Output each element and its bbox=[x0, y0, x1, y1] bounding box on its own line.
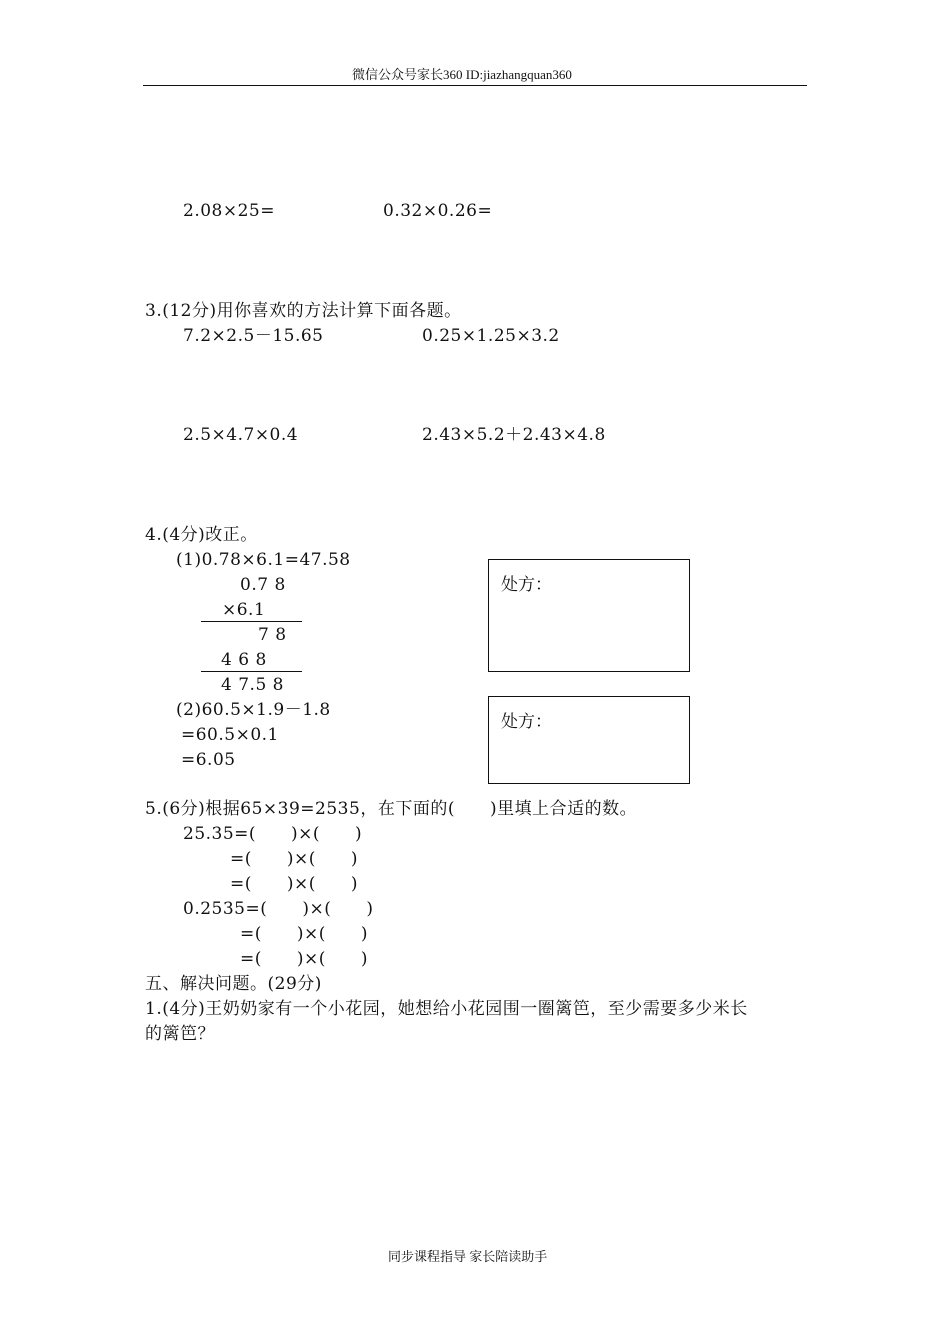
vertical-line-2 bbox=[201, 671, 302, 672]
correction-box-label: 处方： bbox=[501, 575, 552, 595]
q5-row: =( )×( ) bbox=[230, 874, 359, 894]
vertical-row-3: 7 8 bbox=[258, 625, 287, 645]
q4-sub2-line-2: =60.5×0.1 bbox=[181, 725, 279, 745]
correction-box-2 bbox=[488, 696, 690, 784]
q5-row: 0.2535=( )×( ) bbox=[183, 899, 374, 919]
vertical-row-4: 4 6 8 bbox=[221, 650, 267, 670]
q3-item-3: 2.5×4.7×0.4 bbox=[183, 425, 299, 445]
calc-expr-1: 2.08×25= bbox=[183, 201, 275, 221]
q4-sub1-equation: (1)0.78×6.1=47.58 bbox=[176, 550, 351, 570]
q5-row: 25.35=( )×( ) bbox=[183, 824, 363, 844]
correction-box-label: 处方： bbox=[501, 712, 552, 732]
q3-item-4: 2.43×5.2＋2.43×4.8 bbox=[422, 425, 606, 445]
q3-item-2: 0.25×1.25×3.2 bbox=[422, 326, 560, 346]
q5-title: 5.(6分)根据65×39=2535，在下面的( )里填上合适的数。 bbox=[145, 799, 638, 819]
section-5-q1-line-1: 1.(4分)王奶奶家有一个小花园，她想给小花园围一圈篱笆，至少需要多少米长 bbox=[145, 999, 748, 1019]
q3-item-1: 7.2×2.5－15.65 bbox=[183, 326, 324, 346]
q3-title: 3.(12分)用你喜欢的方法计算下面各题。 bbox=[145, 301, 462, 321]
section-5-title: 五、解决问题。(29分) bbox=[145, 974, 322, 994]
header-rule bbox=[143, 85, 807, 86]
q5-row: =( )×( ) bbox=[240, 924, 369, 944]
vertical-row-5: 4 7.5 8 bbox=[221, 675, 284, 695]
q5-row: =( )×( ) bbox=[240, 949, 369, 969]
vertical-line-1 bbox=[201, 621, 302, 622]
q5-row: =( )×( ) bbox=[230, 849, 359, 869]
correction-box-1 bbox=[488, 559, 690, 672]
q4-sub2-line-1: (2)60.5×1.9－1.8 bbox=[176, 700, 331, 720]
vertical-row-1: 0.7 8 bbox=[240, 575, 286, 595]
vertical-row-2: ×6.1 bbox=[222, 600, 266, 620]
page-header: 微信公众号家长360 ID:jiazhangquan360 bbox=[352, 67, 572, 82]
page-footer: 同步课程指导 家长陪读助手 bbox=[388, 1249, 548, 1264]
q4-title: 4.(4分)改正。 bbox=[145, 525, 258, 545]
q4-sub2-line-3: =6.05 bbox=[181, 750, 236, 770]
section-5-q1-line-2: 的篱笆？ bbox=[145, 1024, 215, 1044]
calc-expr-2: 0.32×0.26= bbox=[383, 201, 493, 221]
